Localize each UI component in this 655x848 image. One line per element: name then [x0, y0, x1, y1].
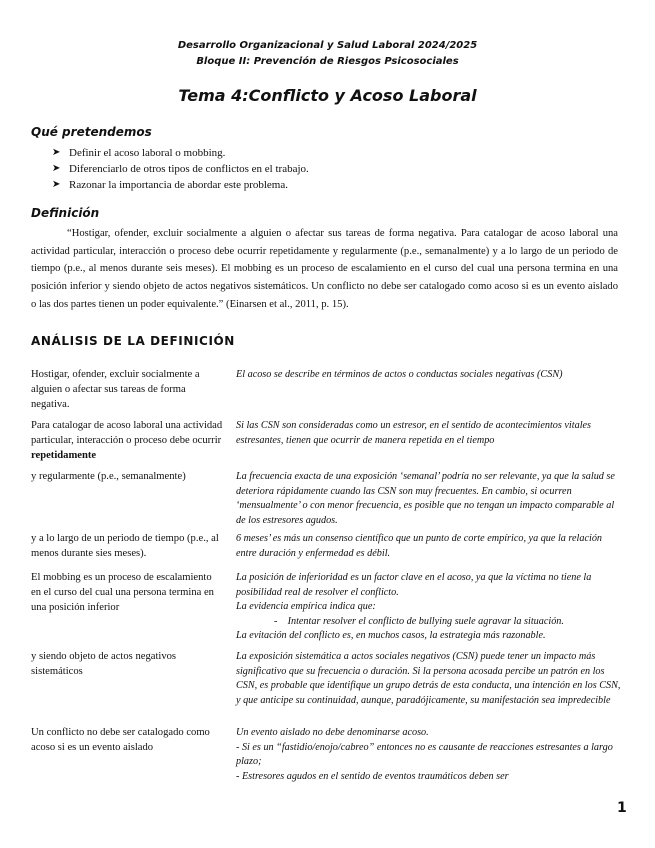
course-header: Desarrollo Organizacional y Salud Laboral 2024/2025	[177, 40, 478, 51]
page-title: Tema 4:Conflicto y Acoso Laboral	[178, 86, 477, 105]
term-cell: y a lo largo de un periodo de tiempo (p.e., al menos durante sies meses).	[31, 533, 219, 559]
page-number: 1	[617, 800, 627, 816]
term-cell: Un conflicto no debe ser catalogado como acoso si es un evento aislado	[31, 727, 210, 753]
emphasis-text: repetidamente	[31, 449, 97, 461]
explanation-cell: Si las CSN son consideradas como un estresor, en el sentido de acontecimientos vitales estresantes, tienen que ocurrir de manera repetida en el tiempo	[236, 420, 592, 446]
explanation-cell: 6 meses’ es más un consenso científico que un punto de corte empírico, ya que la relación entre duración y enfermedad es débil.	[236, 533, 603, 559]
explanation-cell: La exposición sistemática a actos sociales negativos (CSN) puede tener un impacto más significativo que su frecuencia o duración. Si la persona acosada percibe un patrón en los CSN, es probable que identifique un grupo detrás de esta conducta, una intención en los CSN, y que anticipe su continuidad, aunque, paradójicamente, su manifestación sea impredecible	[236, 651, 621, 706]
analysis-heading: ANÁLISIS DE LA DEFINICIÓN	[31, 334, 235, 348]
term-cell: El mobbing es un proceso de escalamiento en el curso del cual una persona termina en una posición inferior	[31, 572, 214, 613]
definition-text: “Hostigar, ofender, excluir socialmente a alguien o afectar sus tareas de forma negativa. Para catalogar de acoso laboral una actividad particular, interacción o proceso debe ocurrir repetidamente y regularmente (p.e., semanalmente) y a lo largo de un periodo de tiempo (p.e., al menos durante seis meses). El mobbing es un proceso de escalamiento en el curso del cual una persona termina en una posición inferior y siendo objeto de actos negativos sistemáticos. Un conflicto no debe ser catalogado como acoso si es un evento aislado o las dos partes tienen un poder equivalente.” (Einarsen et al., 2011, p. 15).	[31, 228, 618, 310]
list-item: ➤ Definir el acoso laboral o mobbing.	[52, 147, 226, 159]
objectives-heading: Qué pretendemos	[31, 125, 152, 139]
term-cell: y siendo objeto de actos negativos sistemáticos	[31, 651, 177, 677]
arrowhead-bullet-icon: ➤	[52, 147, 61, 158]
explanation-cell: La posición de inferioridad es un factor clave en el acoso, ya que la víctima no tiene la posibilidad real de resolver el conflicto. La evidencia empírica indica que: - Intentar resolver el conflicto de bullying suele agravar la situación. La evitación del conflicto es, en muchos casos, la estrategia más razonable.	[236, 571, 621, 644]
objectives-list	[52, 145, 309, 193]
list-item: ➤ Diferenciarlo de otros tipos de conflictos en el trabajo.	[52, 163, 309, 175]
list-item: ➤ Razonar la importancia de abordar este problema.	[52, 179, 288, 191]
explanation-cell: Un evento aislado no debe denominarse acoso. - Si es un “fastidio/enojo/cabreo” entonces no es causante de reacciones estresantes a largo plazo; - Estresores agudos en el sentido de eventos traumáticos deben ser	[236, 727, 613, 782]
sub-list-item: - Intentar resolver el conflicto de bullying suele agravar la situación.	[274, 615, 564, 627]
explanation-cell: La frecuencia exacta de una exposición ‘semanal’ podría no ser relevante, ya que la salud se deteriora rápidamente cuando las CSN son muy frecuentes. En cambio, si ocurren ‘mensualmente’ o con menor frecuencia, es posible que no tengan un impacto comparable al de los estresores agudos.	[236, 471, 615, 526]
definition-paragraph	[31, 225, 618, 314]
term-cell: Hostigar, ofender, excluir socialmente a alguien o afectar sus tareas de forma negativa.	[31, 369, 200, 410]
explanation-cell: El acoso se describe en términos de actos o conductas sociales negativas (CSN)	[236, 369, 563, 380]
arrowhead-bullet-icon: ➤	[52, 163, 61, 174]
term-cell: Para catalogar de acoso laboral una actividad particular, interacción o proceso debe ocurrir repetidamente	[31, 420, 223, 461]
arrowhead-bullet-icon: ➤	[52, 179, 61, 190]
term-cell: y regularmente (p.e., semanalmente)	[31, 471, 186, 482]
block-header: Bloque II: Prevención de Riesgos Psicosociales	[196, 56, 459, 67]
definition-heading: Definición	[31, 206, 100, 220]
